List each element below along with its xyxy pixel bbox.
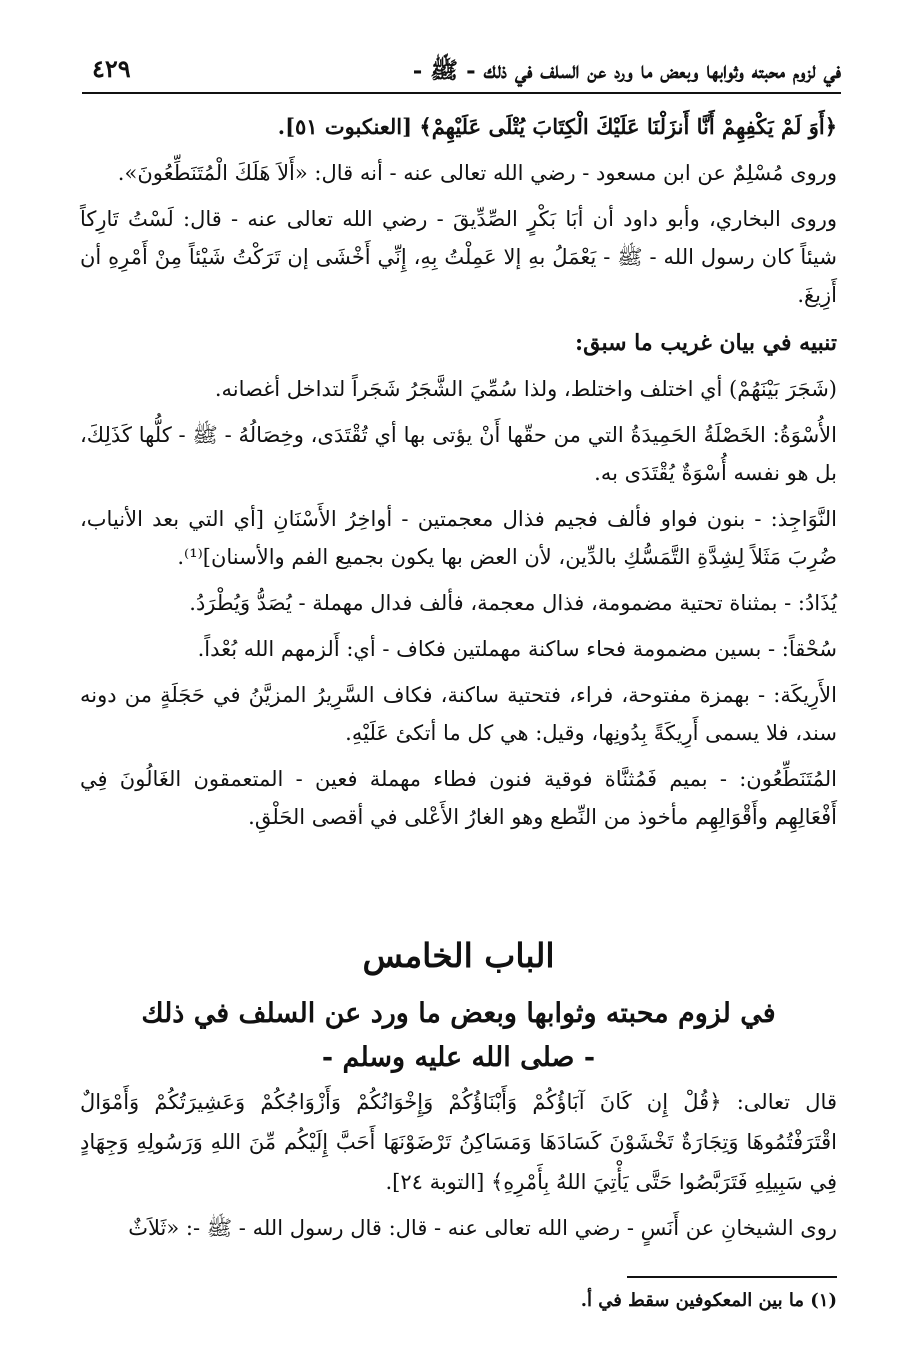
paragraph: قال تعالى: ﴿قُلْ إِن كَانَ آبَاؤُكُمْ وَأَبْنَاؤُكُمْ وَإِخْوَانُكُمْ وَأَزْوَاجُكُمْ وَعَشِيرَتُكُمْ وَأَمْوَالٌ اقْتَرَفْتُمُوهَا وَتِجَارَةٌ تَخْشَوْنَ كَسَادَهَا وَمَسَاكِنُ تَرْضَوْنَهَا أَحَبَّ إِلَيْكُم مِّنَ اللهِ وَرَسُولِهِ وَجِهَادٍ فِي سَبِيلِهِ فَتَرَبَّصُوا حَتَّى يَأْتِيَ اللهُ بِأَمْرِهِ﴾ [التوبة ٢٤]. — [80, 1090, 837, 1194]
section-heading: تنبيه في بيان غريب ما سبق: — [574, 330, 837, 356]
paragraph: وروى مُسْلِمٌ عن ابن مسعود - رضي الله تعالى عنه - أنه قال: «أَلاَ هَلَكَ الْمُتَنَطِّعُونَ». — [117, 161, 837, 185]
glossary-entry: النَّوَاجِذ: - بنون فواو فألف فجيم فذال معجمتين - أواخِرُ الأَسْنَانِ [أي التي بعد الأنياب، ضُرِبَ مَثَلاً لِشِدَّةِ التَّمَسُّكِ بالدِّين، لأن العض بها يكون بجميع الفم والأسنان]⁽¹⁾. — [80, 507, 837, 569]
footnote: (١) ما بين المعكوفين سقط في أ. — [580, 1290, 837, 1311]
chapter-subtitle-line: في لزوم محبته وثوابها وبعض ما ورد عن السلف في ذلك — [141, 998, 776, 1029]
glossary-entry: الأَرِيكَة: - بهمزة مفتوحة، فراء، فتحتية ساكنة، فكاف السَّرِيرُ المزيَّنُ في حَجَلَةٍ من دونه سند، فلا يسمى أَرِيكَةً بِدُونِها، وقيل: هي كل ما أتكئ عَلَيْهِ. — [80, 683, 837, 745]
notes-section — [80, 108, 837, 844]
chapter-subtitle-line: - صلى الله عليه وسلم - — [321, 1042, 596, 1073]
page-header — [82, 48, 841, 94]
chapter-subtitle — [80, 992, 837, 1080]
glossary-entry: يُذَادُ: - بمثناة تحتية مضمومة، فذال معجمة، فألف فدال مهملة - يُصَدُّ وَيُطْرَدُ. — [189, 591, 837, 615]
quran-verse: ﴿أَوَ لَمْ يَكْفِهِمْ أَنَّا أَنزَلْنَا عَلَيْكَ الْكِتَابَ يُتْلَى عَلَيْهِمْ﴾ [العنكبوت ٥١]. — [277, 114, 837, 139]
paragraph: روى الشيخانِ عن أَنَسٍ - رضي الله تعالى عنه - قال: قال رسول الله - ﷺ -: «ثَلاَثٌ — [128, 1216, 837, 1240]
footnote-divider — [627, 1276, 837, 1278]
chapter-title: الباب الخامس — [362, 936, 555, 975]
page-number: ٤٢٩ — [92, 54, 131, 83]
glossary-entry: سُحْقاً: - بسين مضمومة فحاء ساكنة مهملتين فكاف - أي: أَلزمهم الله بُعْداً. — [197, 637, 837, 661]
chapter-body — [80, 1082, 837, 1254]
glossary-entry: الأُسْوَةُ: الخَصْلَةُ الحَمِيدَةُ التي من حقّها أَنْ يؤتى بها أي تُقْتَدَى، وخِصَالُهُ - ﷺ - كلُّها كَذَلِكَ، بل هو نفسه أُسْوَةٌ يُقْتَدَى به. — [80, 423, 837, 485]
running-title: في لزوم محبته وثوابها وبعض ما ورد عن السلف في ذلك - ﷺ - — [412, 57, 841, 84]
glossary-entry: المُتَنَطِّعُون: - بميم فَمُثنَّاة فوقية فنون فطاء مهملة فعين - المتعمقون الغَالُونَ فِي أَفْعَالِهِم وأَقْوَالِهِم مأخوذ من النِّطع وهو الغارُ الأَعْلى في أقصى الحَلْقِ. — [80, 767, 837, 829]
paragraph: وروى البخاري، وأبو داود أن أبَا بَكْرٍ الصِّدِّيقَ - رضي الله تعالى عنه - قال: لَسْتُ تَارِكاً شيئاً كان رسول الله - ﷺ - يَعْمَلُ بهِ إلا عَمِلْتُ بِهِ، إِنِّي أَخْشَى إن تَرَكْتُ شَيْئاً مِنْ أَمْرِهِ أن أَزِيغَ. — [80, 207, 837, 307]
glossary-entry: (شَجَرَ بَيْنَهُمْ) أي اختلف واختلط، ولذا سُمِّيَ الشَّجَرُ شَجَراً لتداخل أغصانه. — [214, 377, 837, 401]
